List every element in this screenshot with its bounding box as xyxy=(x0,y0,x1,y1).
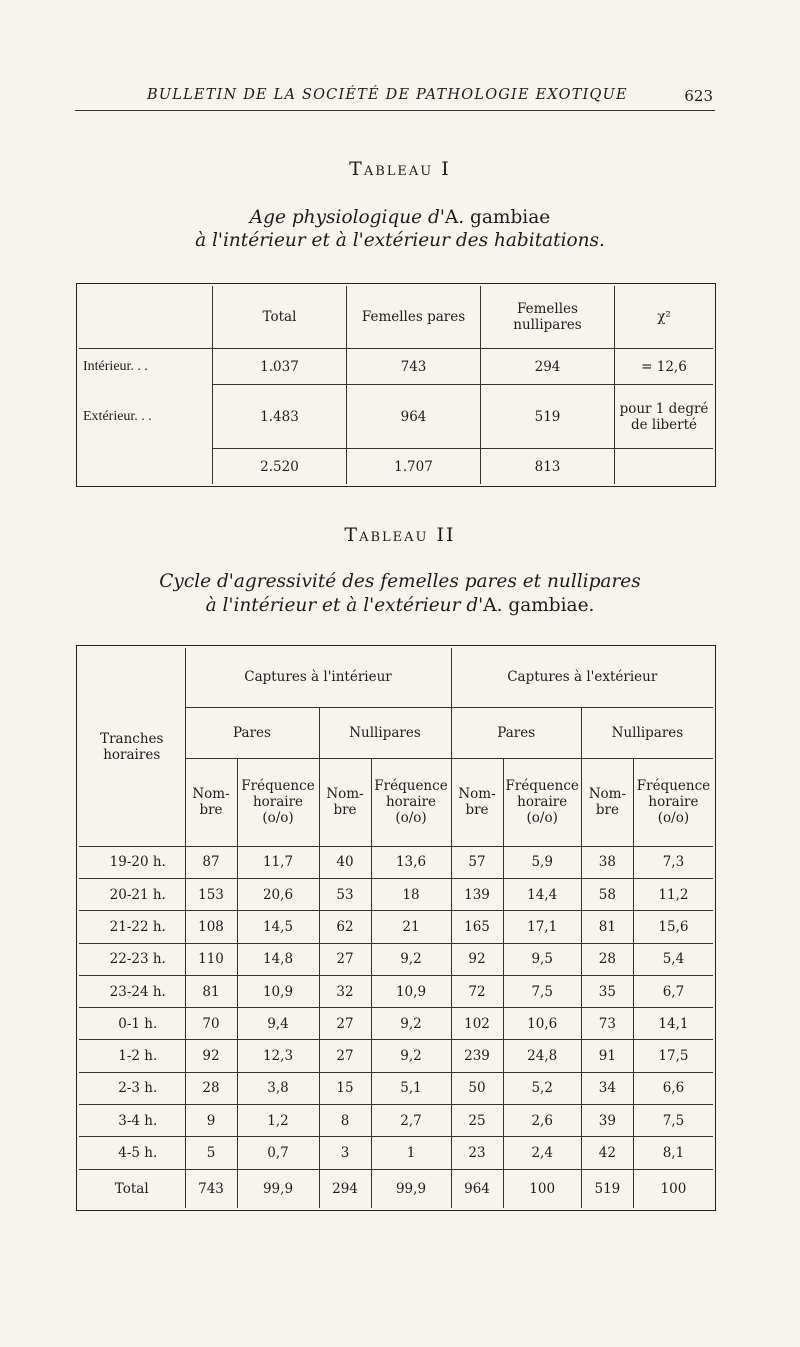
table2-time-slot: Total xyxy=(79,1169,185,1208)
table2-cell: 17,5 xyxy=(633,1040,713,1072)
table2-body xyxy=(79,846,713,1208)
table2-cell: 81 xyxy=(581,911,633,943)
table2-row-header: Tranches horaires xyxy=(79,648,185,846)
table1-row xyxy=(79,385,713,449)
table2-cell: 8,1 xyxy=(633,1137,713,1169)
table1-row-total xyxy=(79,449,713,484)
table1-cell: 813 xyxy=(481,449,615,484)
table2-caption-line2 xyxy=(0,594,800,617)
table2-cell: 81 xyxy=(185,975,237,1007)
table2-sub-pares: Pares xyxy=(185,707,319,758)
table2-col-nombre: Nom-bre xyxy=(319,758,371,846)
table2-time-slot: 0-1 h. xyxy=(79,1008,185,1040)
table-row xyxy=(79,846,713,878)
table2-cell: 0,7 xyxy=(237,1137,319,1169)
table-row xyxy=(79,943,713,975)
table2-sub-nullipares: Nullipares xyxy=(581,707,713,758)
table2-cell: 14,4 xyxy=(503,879,581,911)
table2-cell: 53 xyxy=(319,879,371,911)
table1-col-chi: χ² xyxy=(615,286,714,349)
table2-group-exterieur: Captures à l'extérieur xyxy=(451,648,713,707)
table2-cell: 2,7 xyxy=(371,1105,451,1137)
table1-header-row xyxy=(79,286,713,349)
table2-cell: 108 xyxy=(185,911,237,943)
table2-time-slot: 4-5 h. xyxy=(79,1137,185,1169)
table2-cell: 100 xyxy=(633,1169,713,1208)
table2-sub-nullipares: Nullipares xyxy=(319,707,451,758)
table2-cell: 91 xyxy=(581,1040,633,1072)
table2-cell: 25 xyxy=(451,1105,503,1137)
running-header xyxy=(75,84,715,111)
table2-cell: 92 xyxy=(451,943,503,975)
table-row xyxy=(79,1105,713,1137)
table2-cell: 139 xyxy=(451,879,503,911)
table2-time-slot: 22-23 h. xyxy=(79,943,185,975)
table2-cell: 14,5 xyxy=(237,911,319,943)
table1-cell: 964 xyxy=(347,385,481,449)
table1-cell xyxy=(615,449,714,484)
table-row xyxy=(79,1008,713,1040)
table2-cell: 964 xyxy=(451,1169,503,1208)
table2-cell: 7,5 xyxy=(633,1105,713,1137)
table-row xyxy=(79,879,713,911)
table2-cell: 14,1 xyxy=(633,1008,713,1040)
table1 xyxy=(76,283,716,487)
table2-col-nombre: Nom-bre xyxy=(451,758,503,846)
table2-cell: 5,2 xyxy=(503,1072,581,1104)
table2-cell: 9,5 xyxy=(503,943,581,975)
table1-col-nullipares: Femelles nullipares xyxy=(481,286,615,349)
table2-cell: 3 xyxy=(319,1137,371,1169)
table2-cell: 165 xyxy=(451,911,503,943)
table2-cell: 28 xyxy=(185,1072,237,1104)
table2-cell: 7,3 xyxy=(633,846,713,878)
table1-title: Tableau I xyxy=(349,158,451,180)
table2-col-frequence: Fréquence horaire (o/o) xyxy=(237,758,319,846)
table2-time-slot: 2-3 h. xyxy=(79,1072,185,1104)
table2-cell: 9,2 xyxy=(371,1040,451,1072)
table2-cell: 35 xyxy=(581,975,633,1007)
table2-cell: 38 xyxy=(581,846,633,878)
table1-caption-line2-italic: à l'intérieur et à l'extérieur des habitations. xyxy=(195,230,605,251)
table2-cell: 28 xyxy=(581,943,633,975)
table2-cell: 99,9 xyxy=(371,1169,451,1208)
table2-cell: 10,6 xyxy=(503,1008,581,1040)
table2-cell: 100 xyxy=(503,1169,581,1208)
table2-cell: 18 xyxy=(371,879,451,911)
table2-cell: 9,4 xyxy=(237,1008,319,1040)
table2-cell: 70 xyxy=(185,1008,237,1040)
table2-cell: 3,8 xyxy=(237,1072,319,1104)
table1-cell: 1.037 xyxy=(213,349,347,385)
table2-cell: 519 xyxy=(581,1169,633,1208)
table2-time-slot: 23-24 h. xyxy=(79,975,185,1007)
table-row xyxy=(79,1137,713,1169)
table2-cell: 10,9 xyxy=(371,975,451,1007)
table2-cell: 73 xyxy=(581,1008,633,1040)
table2-cell: 34 xyxy=(581,1072,633,1104)
table1-row xyxy=(79,349,713,385)
table2-cell: 6,7 xyxy=(633,975,713,1007)
table2-cell: 5,1 xyxy=(371,1072,451,1104)
table2-cell: 5,9 xyxy=(503,846,581,878)
table2-time-slot: 3-4 h. xyxy=(79,1105,185,1137)
table2-cell: 17,1 xyxy=(503,911,581,943)
table2-cell: 27 xyxy=(319,1008,371,1040)
table2-cell: 11,2 xyxy=(633,879,713,911)
table1-caption-line2 xyxy=(0,229,800,252)
table1-caption-species: A. gambiae xyxy=(444,207,551,228)
table1-col-pares: Femelles pares xyxy=(347,286,481,349)
table2-cell: 9 xyxy=(185,1105,237,1137)
table2-cell: 20,6 xyxy=(237,879,319,911)
table2-cell: 99,9 xyxy=(237,1169,319,1208)
table2-cell: 24,8 xyxy=(503,1040,581,1072)
table2-cell: 11,7 xyxy=(237,846,319,878)
table2-cell: 57 xyxy=(451,846,503,878)
table1-col-total: Total xyxy=(213,286,347,349)
table2-cell: 294 xyxy=(319,1169,371,1208)
table2-cell: 2,4 xyxy=(503,1137,581,1169)
table2-cell: 14,8 xyxy=(237,943,319,975)
table2-time-slot: 21-22 h. xyxy=(79,911,185,943)
table1-cell: 1.707 xyxy=(347,449,481,484)
table2-cell: 743 xyxy=(185,1169,237,1208)
table1-cell: 2.520 xyxy=(213,449,347,484)
table2-cell: 8 xyxy=(319,1105,371,1137)
table2-cell: 6,6 xyxy=(633,1072,713,1104)
table1-corner xyxy=(79,286,213,349)
table2-cell: 2,6 xyxy=(503,1105,581,1137)
table1-cell: 294 xyxy=(481,349,615,385)
table1-row-label xyxy=(79,449,213,484)
page-number: 623 xyxy=(684,87,713,105)
table2-title: Tableau II xyxy=(344,524,456,546)
table1-row-label: Intérieur. . . xyxy=(79,349,213,385)
table1-cell: 519 xyxy=(481,385,615,449)
table2-cell: 87 xyxy=(185,846,237,878)
table2-time-slot: 20-21 h. xyxy=(79,879,185,911)
table-row xyxy=(79,1040,713,1072)
table2-cell: 13,6 xyxy=(371,846,451,878)
table2-caption-line2-italic: à l'intérieur et à l'extérieur d' xyxy=(205,595,484,616)
table2-cell: 92 xyxy=(185,1040,237,1072)
table2-group-interieur: Captures à l'intérieur xyxy=(185,648,451,707)
table2-cell: 72 xyxy=(451,975,503,1007)
table-row xyxy=(79,911,713,943)
table2-cell: 21 xyxy=(371,911,451,943)
table2-cell: 9,2 xyxy=(371,1008,451,1040)
table2-cell: 50 xyxy=(451,1072,503,1104)
running-title: BULLETIN DE LA SOCIÉTÉ DE PATHOLOGIE EXOTIQUE xyxy=(147,87,628,103)
table2-cell: 62 xyxy=(319,911,371,943)
table2-cell: 42 xyxy=(581,1137,633,1169)
table1-caption-line1-italic: Age physiologique d' xyxy=(249,207,445,228)
table2-cell: 27 xyxy=(319,943,371,975)
table-row xyxy=(79,1072,713,1104)
table2-cell: 5,4 xyxy=(633,943,713,975)
table2-caption-line1 xyxy=(0,570,800,593)
table2-cell: 15 xyxy=(319,1072,371,1104)
table1-cell-chi: = 12,6 xyxy=(615,349,714,385)
table2-cell: 153 xyxy=(185,879,237,911)
table2-time-slot: 1-2 h. xyxy=(79,1040,185,1072)
table2-cell: 23 xyxy=(451,1137,503,1169)
table-row xyxy=(79,975,713,1007)
table2-cell: 7,5 xyxy=(503,975,581,1007)
table2-cell: 10,9 xyxy=(237,975,319,1007)
table2-col-frequence: Fréquence horaire (o/o) xyxy=(371,758,451,846)
table2-cell: 15,6 xyxy=(633,911,713,943)
table2-caption-line1-italic: Cycle d'agressivité des femelles pares et nullipares xyxy=(159,571,641,592)
table2-col-frequence: Fréquence horaire (o/o) xyxy=(633,758,713,846)
table2-cell: 40 xyxy=(319,846,371,878)
table2-col-nombre: Nom-bre xyxy=(185,758,237,846)
table2-cell: 102 xyxy=(451,1008,503,1040)
table1-cell: 1.483 xyxy=(213,385,347,449)
table1-row-label: Extérieur. . . xyxy=(79,385,213,449)
table2-cell: 239 xyxy=(451,1040,503,1072)
table1-caption-line1 xyxy=(0,206,800,229)
table1-cell: 743 xyxy=(347,349,481,385)
table2-cell: 5 xyxy=(185,1137,237,1169)
table2-cell: 110 xyxy=(185,943,237,975)
table2-col-frequence: Fréquence horaire (o/o) xyxy=(503,758,581,846)
table2-cell: 58 xyxy=(581,879,633,911)
table2-time-slot: 19-20 h. xyxy=(79,846,185,878)
table2 xyxy=(76,645,716,1211)
table2-cell: 1 xyxy=(371,1137,451,1169)
table2-cell: 12,3 xyxy=(237,1040,319,1072)
table2-cell: 32 xyxy=(319,975,371,1007)
table2-total-row xyxy=(79,1169,713,1208)
table2-cell: 39 xyxy=(581,1105,633,1137)
table2-cell: 1,2 xyxy=(237,1105,319,1137)
table2-cell: 27 xyxy=(319,1040,371,1072)
table2-caption-species: A. gambiae. xyxy=(483,595,595,616)
table1-cell-chi-note: pour 1 degré de liberté xyxy=(615,385,714,449)
table2-sub-pares: Pares xyxy=(451,707,581,758)
table2-col-nombre: Nom-bre xyxy=(581,758,633,846)
table2-cell: 9,2 xyxy=(371,943,451,975)
table2-header-row-1 xyxy=(79,648,713,707)
